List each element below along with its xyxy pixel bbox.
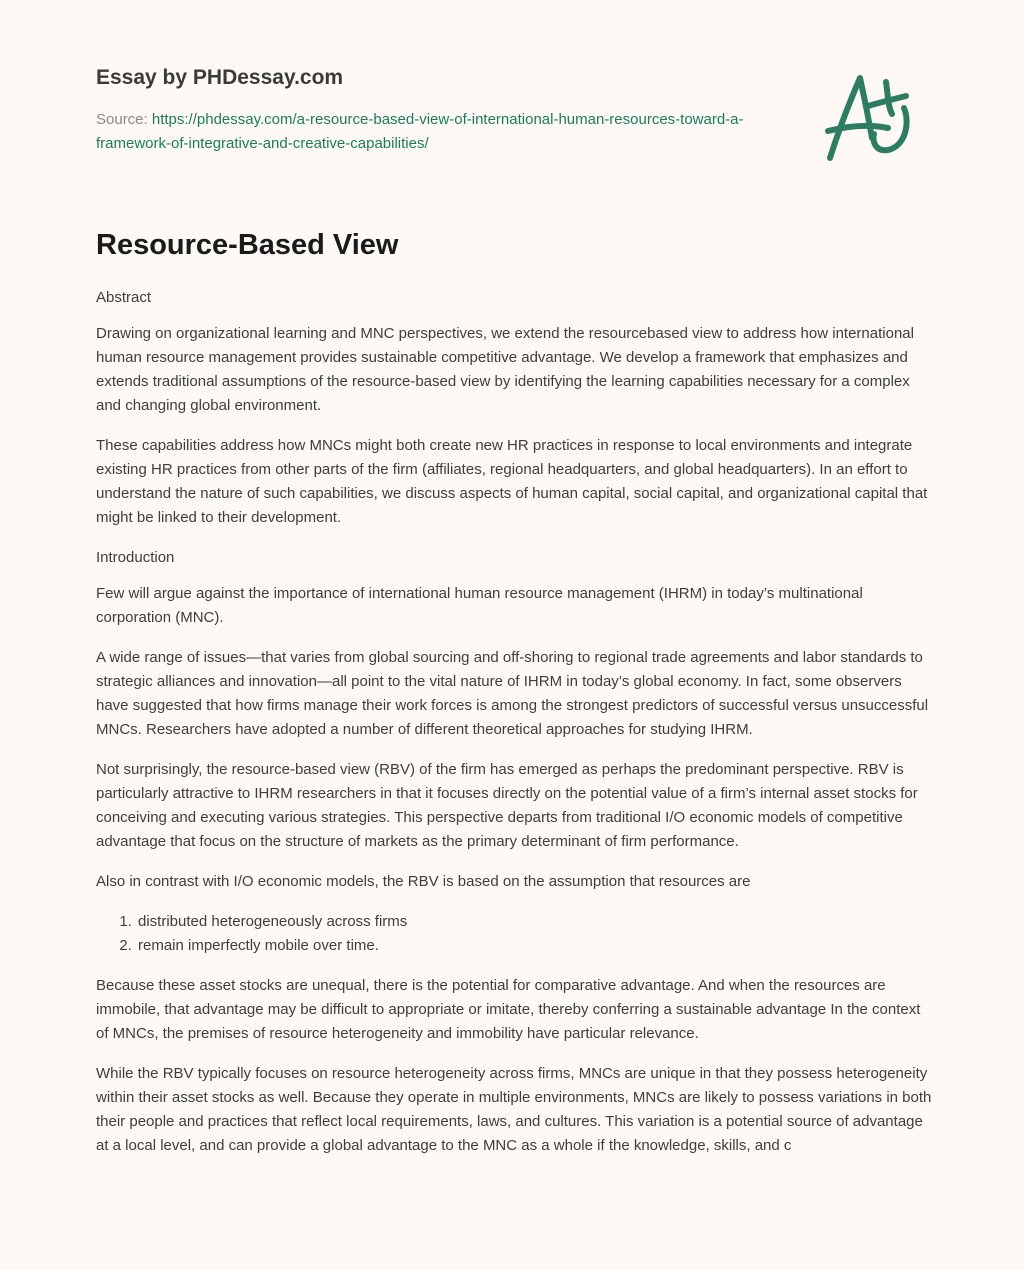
abstract-paragraph: These capabilities address how MNCs might both create new HR practices in response to local environments and integrate existing HR practices from other parts of the firm (affiliates, regional headquarters, and global headquarters). In an effort to understand the nature of such capabilities, we discuss aspects of human capital, social capital, and organizational capital that might be linked to their development. — [96, 437, 928, 526]
intro-paragraph: Also in contrast with I/O economic models, the RBV is based on the assumption that resources are — [96, 873, 751, 890]
assumptions-list — [96, 910, 932, 958]
page-title: Resource-Based View — [96, 229, 399, 261]
body-paragraph: While the RBV typically focuses on resource heterogeneity across firms, MNCs are unique in that they possess heterogeneity within their asset stocks as well. Because they operate in multiple environments, MNCs are likely to possess variations in both their people and practices that reflect local requirements, laws, and cultures. This variation is a potential source of advantage at a local level, and can provide a global advantage to the MNC as a whole if the knowledge, skills, and c — [96, 1065, 932, 1154]
essay-content — [96, 226, 932, 1174]
abstract-paragraph: Drawing on organizational learning and MNC perspectives, we extend the resourcebased view to address how international human resource management provides sustainable competitive advantage. We develop a framework that emphasizes and extends traditional assumptions of the resource-based view by identifying the learning capabilities necessary for a complex and changing global environment. — [96, 325, 914, 414]
intro-paragraph: A wide range of issues—that varies from global sourcing and off-shoring to regional trade agreements and labor standards to strategic alliances and innovation—all point to the vital nature of IHRM in today’s global economy. In fact, some observers have suggested that how firms manage their work forces is among the strongest predictors of successful versus unsuccessful MNCs. Researchers have adopted a number of different theoretical approaches for studying IHRM. — [96, 649, 929, 738]
site-title: Essay by PHDessay.com — [96, 66, 344, 89]
list-item: 2. remain imperfectly mobile over time. — [136, 934, 932, 958]
source-label: Source: — [96, 111, 148, 128]
source-link[interactable]: https://phdessay.com/a-resource-based-view-of-international-human-resources-toward-a-framework-of-integrative-and-creative-capabilities/ — [96, 111, 744, 152]
abstract-heading: Abstract — [96, 289, 152, 306]
list-item: 1. distributed heterogeneously across firms — [136, 910, 932, 934]
page-header — [96, 64, 796, 156]
source-line — [96, 108, 776, 156]
intro-paragraph: Few will argue against the importance of international human resource management (IHRM) in today’s multinational corporation (MNC). — [96, 585, 863, 626]
a-plus-grade-icon — [818, 66, 938, 176]
introduction-heading: Introduction — [96, 549, 175, 566]
intro-paragraph: Not surprisingly, the resource-based view (RBV) of the firm has emerged as perhaps the predominant perspective. RBV is particularly attractive to IHRM researchers in that it focuses directly on the potential value of a firm’s internal asset stocks for conceiving and executing various strategies. This perspective departs from traditional I/O economic models of competitive advantage that focus on the structure of markets as the primary determinant of firm performance. — [96, 761, 918, 850]
body-paragraph: Because these asset stocks are unequal, there is the potential for comparative advantage. And when the resources are immobile, that advantage may be difficult to appropriate or imitate, thereby conferring a sustainable advantage In the context of MNCs, the premises of resource heterogeneity and immobility have particular relevance. — [96, 977, 921, 1042]
